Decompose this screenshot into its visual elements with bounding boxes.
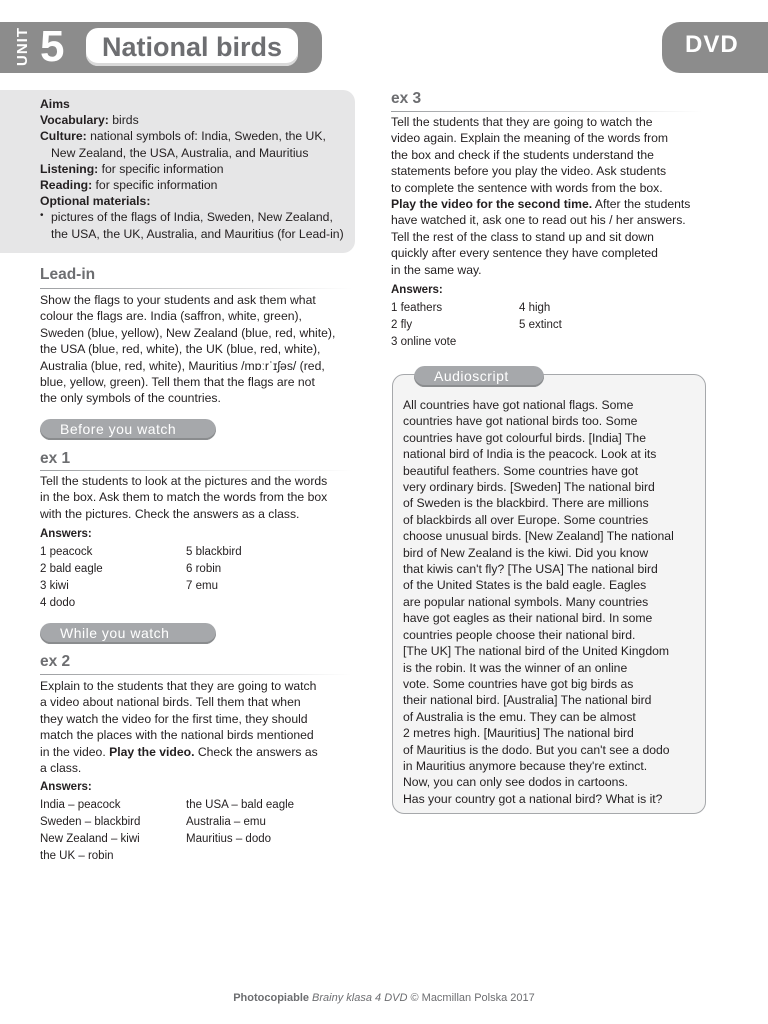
audioscript-text — [403, 397, 703, 807]
answer-item: 7 emu — [186, 580, 218, 592]
audioscript-line: is the robin. It was the winner of an online — [403, 660, 628, 675]
ex3-answers-label: Answers: — [391, 284, 443, 296]
ex1-answers-col1 — [40, 544, 103, 612]
leadin-line: Show the flags to your students and ask them what — [40, 293, 316, 307]
audioscript-line: of Mauritius is the dodo. But you can't see a dodo — [403, 742, 670, 757]
ex1-line: in the box. Ask them to match the words from the box — [40, 490, 328, 505]
culture-value-2: New Zealand, the USA, Australia, and Mauritius — [51, 145, 309, 160]
ex2-line: Explain to the students that they are going to watch — [40, 679, 317, 693]
ex2-line: they watch the video for the first time, they should — [40, 711, 308, 726]
ex3-text — [391, 114, 721, 278]
ex3-heading: ex 3 — [391, 90, 422, 107]
leadin-line: the only symbols of the countries. — [40, 391, 221, 406]
listening-value: for specific information — [98, 161, 224, 176]
answer-item: 4 dodo — [40, 597, 76, 609]
ex2-text-span: in the video. — [40, 744, 110, 759]
leadin-line: Sweden (blue, yellow), New Zealand (blue, red, white), — [40, 325, 336, 340]
audioscript-line: All countries have got national flags. Some — [403, 398, 634, 412]
footer — [0, 992, 768, 1004]
play-video-instruction: Play the video. — [109, 744, 195, 759]
ex3-line: to complete the sentence with words from the box. — [391, 180, 663, 195]
vocab-label: Vocabulary: — [40, 113, 109, 128]
ex3-rule — [391, 111, 703, 112]
audioscript-line: in Mauritius anymore because they're extinct. — [403, 758, 648, 773]
culture-label: Culture: — [40, 129, 87, 144]
ex3-line: statements before you play the video. Ask students — [391, 164, 667, 179]
answer-item: 2 fly — [391, 319, 413, 331]
ex3-line: quickly after every sentence they have completed — [391, 246, 658, 261]
audioscript-line: beautiful feathers. Some countries have got — [403, 463, 639, 478]
ex1-rule — [40, 470, 352, 471]
answer-item: 1 feathers — [391, 302, 443, 314]
ex3-line: Tell the rest of the class to stand up and sit down — [391, 229, 654, 244]
dvd-label: DVD — [685, 31, 739, 58]
answer-item: Australia – emu — [186, 816, 266, 828]
ex2-answers-label: Answers: — [40, 781, 92, 793]
ex3-line: in the same way. — [391, 262, 482, 277]
ex3-answers-col2 — [519, 300, 562, 334]
leadin-line: Australia (blue, red, white), Mauritius /mɒːrˈɪʃəs/ (red, — [40, 358, 325, 373]
leadin-heading: Lead-in — [40, 266, 96, 283]
ex3-line: the box and check if the students understand the — [391, 147, 654, 162]
unit-label: UNIT — [14, 27, 31, 66]
leadin-line: colour the flags are. India (saffron, white, green), — [40, 309, 302, 324]
optional-label: Optional materials: — [40, 194, 151, 209]
ex2-line: match the places with the national birds mentioned — [40, 728, 314, 743]
while-you-watch-pill: While you watch — [40, 623, 216, 644]
optional-item-2: the USA, the UK, Australia, and Mauritius (for Lead-in) — [51, 226, 344, 241]
answer-item: India – peacock — [40, 799, 121, 811]
ex1-line: Tell the students to look at the pictures and the words — [40, 474, 328, 488]
audioscript-line: have got eagles as their national bird. In some — [403, 611, 653, 626]
footer-book-title: Brainy klasa 4 DVD — [309, 992, 408, 1004]
ex2-heading: ex 2 — [40, 653, 71, 670]
audioscript-line: very ordinary birds. [Sweden] The national bird — [403, 480, 655, 495]
page-title: National birds — [102, 32, 283, 62]
ex1-text — [40, 473, 370, 522]
audioscript-line: bird of New Zealand is the kiwi. Did you know — [403, 545, 649, 560]
audioscript-line: of the United States is the bald eagle. Eagles — [403, 578, 647, 593]
optional-item-1: • pictures of the flags of India, Sweden, New Zealand, — [40, 209, 352, 225]
leadin-line: the USA (blue, red, white), the UK (blue, red, white), — [40, 342, 321, 357]
aims-content — [40, 96, 352, 242]
aims-heading: Aims — [40, 97, 70, 111]
ex3-answers-col1 — [391, 300, 456, 351]
audioscript-line: national bird of India is the peacock. Look at its — [403, 447, 657, 462]
audioscript-line: [The UK] The national bird of the United Kingdom — [403, 644, 670, 659]
leadin-text — [40, 292, 370, 407]
audioscript-line: of blackbirds all over Europe. Some countries — [403, 512, 649, 527]
audioscript-line: are popular national symbols. Many countries — [403, 594, 649, 609]
ex3-line: video again. Explain the meaning of the words from — [391, 131, 669, 146]
ex3-line: have watched it, ask one to read out his / her answers. — [391, 213, 686, 228]
ex3-text-span: After the students — [592, 197, 691, 212]
vocab-value: birds — [108, 113, 139, 128]
answer-item: 6 robin — [186, 563, 222, 575]
audioscript-line: Now, you can only see dodos in cartoons. — [403, 775, 628, 790]
audioscript-line: choose unusual birds. [New Zealand] The national — [403, 529, 674, 544]
answer-item: 2 bald eagle — [40, 563, 103, 575]
audioscript-pill: Audioscript — [414, 366, 544, 387]
reading-value: for specific information — [92, 178, 218, 193]
footer-copyright: © Macmillan Polska 2017 — [407, 992, 535, 1004]
unit-number: 5 — [40, 22, 65, 71]
audioscript-line: of Sweden is the blackbird. There are millions — [403, 496, 649, 511]
answer-item: the USA – bald eagle — [186, 799, 295, 811]
answer-item: 4 high — [519, 302, 551, 314]
audioscript-line: vote. Some countries have got big birds as — [403, 676, 634, 691]
audioscript-line: that kiwis can't fly? [The USA] The national bird — [403, 562, 658, 577]
ex2-line: a class. — [40, 761, 82, 776]
ex1-answers-label: Answers: — [40, 528, 92, 540]
answer-item: 3 online vote — [391, 336, 457, 348]
ex2-text-span: Check the answers as — [194, 744, 318, 759]
ex2-line: a video about national birds. Tell them that when — [40, 695, 301, 710]
ex2-line — [40, 744, 370, 760]
listening-label: Listening: — [40, 161, 99, 176]
answer-item: Mauritius – dodo — [186, 833, 272, 845]
ex2-answers-col2 — [186, 797, 294, 848]
audioscript-line: 2 metres high. [Mauritius] The national bird — [403, 726, 634, 741]
audioscript-line: countries people choose their national bird. — [403, 627, 636, 642]
answer-item: 1 peacock — [40, 546, 93, 558]
ex3-line: Tell the students that they are going to watch the — [391, 115, 653, 129]
ex1-heading: ex 1 — [40, 450, 71, 467]
play-second-time-instruction: Play the video for the second time. — [391, 197, 593, 212]
ex3-line — [391, 196, 721, 212]
answer-item: 3 kiwi — [40, 580, 69, 592]
footer-photocopiable: Photocopiable — [233, 992, 309, 1004]
audioscript-line: countries have got colourful birds. [India] The — [403, 430, 646, 445]
audioscript-line: of Australia is the emu. They can be almost — [403, 709, 636, 724]
culture-value-1: national symbols of: India, Sweden, the UK, — [86, 129, 326, 144]
ex1-answers-col2 — [186, 544, 242, 595]
audioscript-line: countries have got national birds too. Some — [403, 414, 638, 429]
ex2-rule — [40, 674, 352, 675]
ex2-answers-col1 — [40, 797, 140, 865]
ex2-text — [40, 678, 370, 776]
before-you-watch-pill: Before you watch — [40, 419, 216, 440]
answer-item: 5 extinct — [519, 319, 562, 331]
audioscript-line: their national bird. [Australia] The national bird — [403, 693, 652, 708]
answer-item: 5 blackbird — [186, 546, 242, 558]
leadin-line: blue, yellow, green). Tell them that the flags are not — [40, 375, 315, 390]
ex1-line: with the pictures. Check the answers as a class. — [40, 506, 300, 521]
answer-item: New Zealand – kiwi — [40, 833, 140, 845]
audioscript-line: Has your country got a national bird? What is it? — [403, 791, 663, 806]
answer-item: the UK – robin — [40, 850, 114, 862]
reading-label: Reading: — [40, 178, 93, 193]
answer-item: Sweden – blackbird — [40, 816, 141, 828]
leadin-rule — [40, 288, 352, 289]
